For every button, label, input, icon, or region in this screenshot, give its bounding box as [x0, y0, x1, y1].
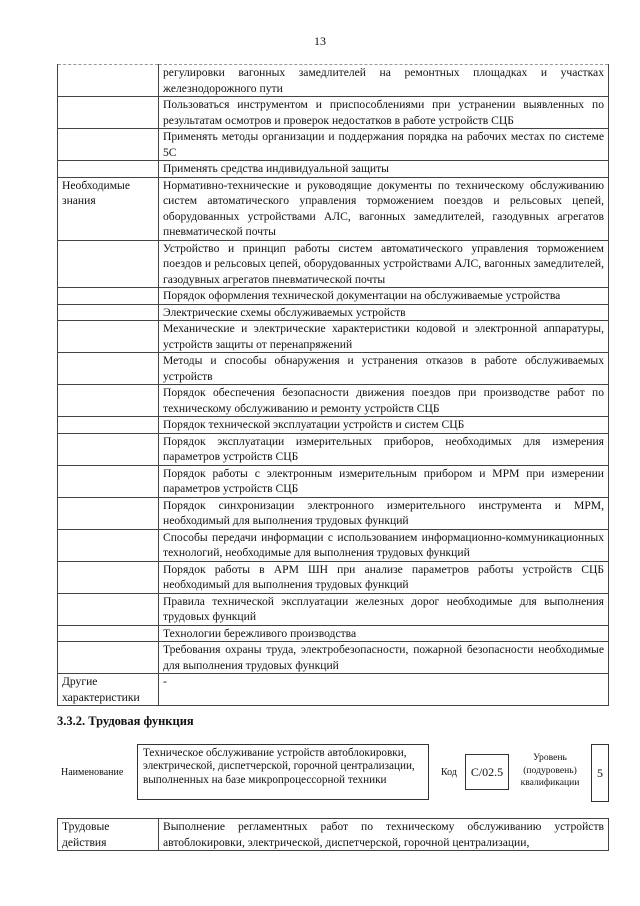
table-row	[58, 465, 609, 497]
actions-text: Выполнение регламентных работ по техническому обслуживанию устройств автоблокировки, электрической, диспетчерской, горочной централизации,	[159, 819, 609, 851]
code-label: Код	[441, 767, 457, 778]
row-text: Порядок оформления технической документации на обслуживаемые устройства	[159, 288, 609, 305]
table-row	[58, 304, 609, 321]
table-row	[58, 433, 609, 465]
row-label	[58, 433, 159, 465]
function-name: Техническое обслуживание устройств автоблокировки, электрической, диспетчерской, горочной централизации, выполненных на базе микропроцессорной техники	[137, 744, 429, 800]
row-label	[58, 642, 159, 674]
row-text: Применять средства индивидуальной защиты	[159, 161, 609, 178]
table-row	[58, 642, 609, 674]
table-row	[58, 593, 609, 625]
row-text: Порядок работы в АРМ ШН при анализе параметров работы устройств СЦБ необходимый для выполнения трудовых функций	[159, 561, 609, 593]
row-label: Другие характеристики	[58, 674, 159, 706]
row-label	[58, 625, 159, 642]
row-text: Порядок эксплуатации измерительных приборов, необходимых для измерения параметров устройств СЦБ	[159, 433, 609, 465]
table-row	[58, 177, 609, 240]
table-row	[58, 497, 609, 529]
row-text: Применять методы организации и поддержания порядка на рабочих местах по системе 5С	[159, 129, 609, 161]
row-text: регулировки вагонных замедлителей на ремонтных площадках и участках железнодорожного пути	[159, 65, 609, 97]
table-row	[58, 625, 609, 642]
row-label	[58, 304, 159, 321]
table-row	[58, 353, 609, 385]
table-row	[58, 529, 609, 561]
row-label	[58, 417, 159, 434]
table-row	[58, 129, 609, 161]
actions-label: Трудовые действия	[58, 819, 159, 851]
row-label	[58, 465, 159, 497]
table-row	[58, 819, 609, 851]
row-label	[58, 288, 159, 305]
row-label	[58, 240, 159, 288]
table-row	[58, 674, 609, 706]
row-label	[58, 97, 159, 129]
row-text: Требования охраны труда, электробезопасности, пожарной безопасности необходимые для выполнения трудовых функций	[159, 642, 609, 674]
row-label	[58, 593, 159, 625]
table-row	[58, 385, 609, 417]
row-text: Порядок синхронизации электронного измерительного инструмента и МРМ, необходимый для выполнения трудовых функций	[159, 497, 609, 529]
function-code: C/02.5	[465, 754, 509, 790]
table-row	[58, 561, 609, 593]
row-label	[58, 529, 159, 561]
row-text: Нормативно-технические и руководящие документы по техническому обслуживанию систем автоматического управления торможением поездов и рельсовых цепей, оборудованных устройствами АЛС, вагонных замедлителей, газодувных агрегатов пневматической почты	[159, 177, 609, 240]
row-text: Технологии бережливого производства	[159, 625, 609, 642]
row-text: Порядок обеспечения безопасности движения поездов при производстве работ по техническому обслуживанию и ремонту устройств СЦБ	[159, 385, 609, 417]
row-text: Правила технической эксплуатации железных дорог необходимые для выполнения трудовых функций	[159, 593, 609, 625]
table-row	[58, 65, 609, 97]
table-row	[58, 161, 609, 178]
level-label: Уровень (подуровень) квалификации	[520, 752, 580, 788]
row-label	[58, 65, 159, 97]
row-label	[58, 161, 159, 178]
row-text: Пользоваться инструментом и приспособлениями при устранении выявленных по результатам осмотров и проверок недостатков в работе устройств СЦБ	[159, 97, 609, 129]
table-row	[58, 288, 609, 305]
row-text: Методы и способы обнаружения и устранения отказов в работе обслуживаемых устройств	[159, 353, 609, 385]
table-row	[58, 321, 609, 353]
function-header	[57, 742, 617, 804]
row-text: Устройство и принцип работы систем автоматического управления торможением поездов и рельсовых цепей, оборудованных устройствами АЛС, вагонных замедлителей, газодувных агрегатов пневматической почты	[159, 240, 609, 288]
row-text: -	[159, 674, 609, 706]
row-label	[58, 129, 159, 161]
actions-table	[57, 818, 609, 851]
row-text: Порядок технической эксплуатации устройств и систем СЦБ	[159, 417, 609, 434]
row-label	[58, 353, 159, 385]
row-label: Необходимые знания	[58, 177, 159, 240]
name-label: Наименование	[61, 767, 124, 778]
page-number: 13	[314, 34, 326, 48]
row-label	[58, 497, 159, 529]
row-label	[58, 321, 159, 353]
requirements-table	[57, 64, 609, 706]
row-text: Порядок работы с электронным измерительным прибором и МРМ при измерении параметров устройств СЦБ	[159, 465, 609, 497]
row-text: Электрические схемы обслуживаемых устройств	[159, 304, 609, 321]
table-row	[58, 240, 609, 288]
row-text: Механические и электрические характеристики кодовой и электронной аппаратуры, устройств защиты от перенапряжений	[159, 321, 609, 353]
section-title: 3.3.2. Трудовая функция	[57, 714, 194, 728]
row-label	[58, 385, 159, 417]
table-row	[58, 417, 609, 434]
row-text: Способы передачи информации с использованием информационно-коммуникационных технологий, необходимые для выполнения трудовых функций	[159, 529, 609, 561]
row-label	[58, 561, 159, 593]
table-row	[58, 97, 609, 129]
qualification-level: 5	[591, 744, 609, 802]
